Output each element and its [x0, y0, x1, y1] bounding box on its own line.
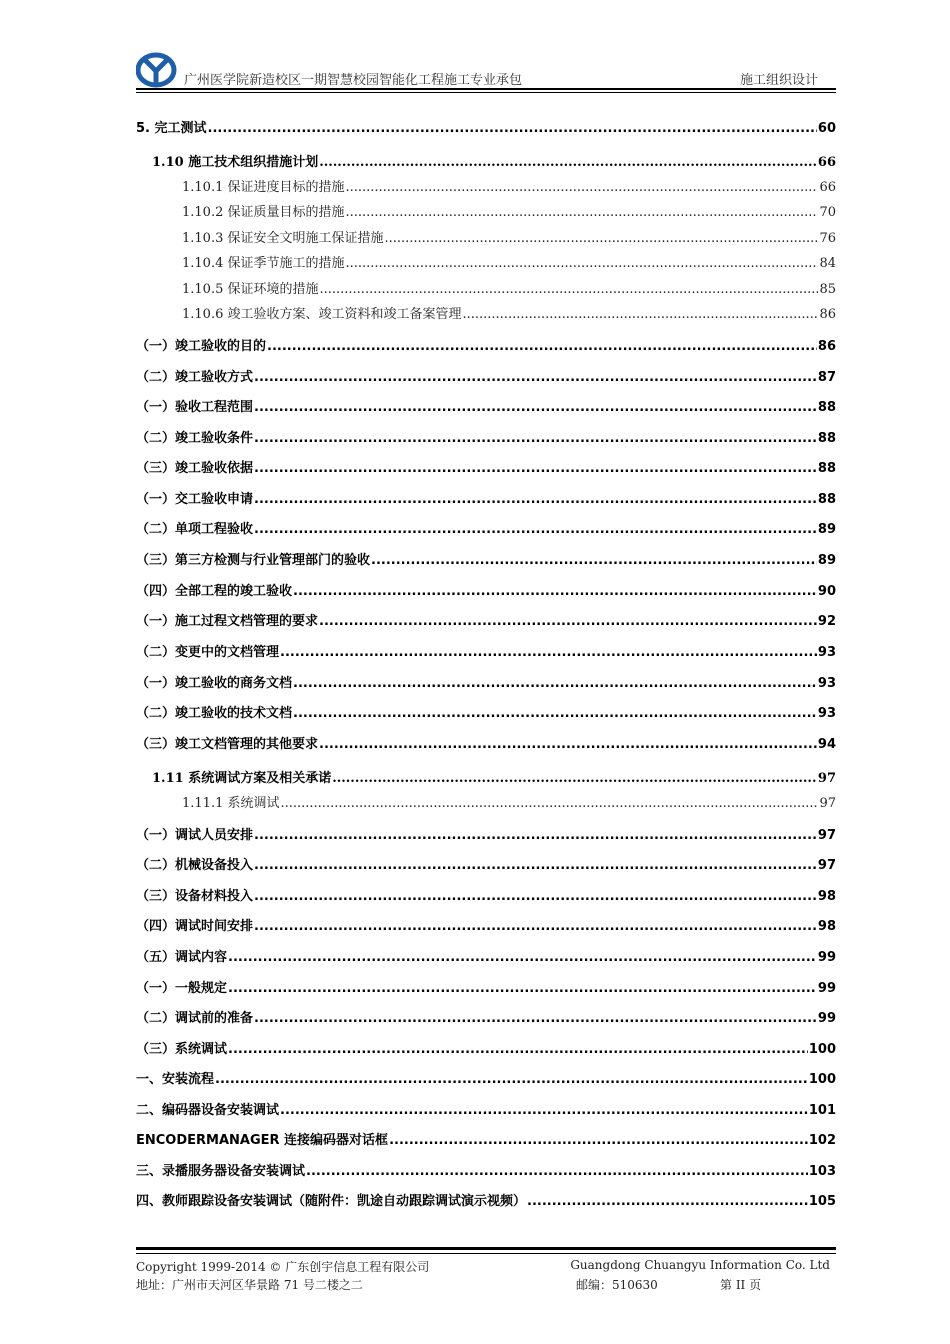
- toc-entry-title: 三、录播服务器设备安装调试: [136, 1164, 306, 1179]
- toc-entry[interactable]: [136, 702, 836, 721]
- toc-entry-page: 99: [817, 981, 836, 996]
- toc-dot-leader: [389, 1133, 808, 1148]
- toc-dot-leader: [267, 339, 817, 354]
- toc-entry-page: 90: [817, 584, 836, 599]
- toc-entry-title: 一、安装流程: [136, 1072, 215, 1087]
- toc-entry-page: 87: [817, 370, 836, 385]
- toc-entry-title: （一）施工过程文档管理的要求: [136, 614, 319, 629]
- toc-dot-leader: [319, 282, 818, 297]
- toc-entry-title: 1.10.6 竣工验收方案、竣工资料和竣工备案管理: [182, 307, 462, 322]
- toc-entry-title: （三）竣工文档管理的其他要求: [136, 737, 319, 752]
- toc-dot-leader: [280, 796, 818, 811]
- toc-entry-title: （一）竣工验收的目的: [136, 339, 267, 354]
- toc-entry[interactable]: [136, 1038, 836, 1057]
- toc-entry-title: 1.11.1 系统调试: [182, 796, 280, 811]
- toc-entry-title: （一）竣工验收的商务文档: [136, 676, 293, 691]
- toc-entry-page: 97: [819, 796, 836, 811]
- toc-dot-leader: [254, 889, 817, 904]
- toc-entry[interactable]: [136, 366, 836, 385]
- toc-entry[interactable]: [136, 201, 836, 220]
- toc-entry-title: 四、教师跟踪设备安装调试（随附件：凯途自动跟踪调试演示视频）: [136, 1194, 527, 1209]
- toc-entry-title: 1.11 系统调试方案及相关承诺: [152, 771, 332, 786]
- toc-dot-leader: [254, 828, 817, 843]
- toc-entry[interactable]: [136, 1099, 836, 1118]
- toc-entry-title: （二）竣工验收的技术文档: [136, 706, 293, 721]
- company-logo-icon: [136, 52, 180, 88]
- toc-entry-page: 92: [817, 614, 836, 629]
- toc-dot-leader: [254, 461, 817, 476]
- toc-entry-page: 88: [817, 400, 836, 415]
- toc-entry-title: （三）第三方检测与行业管理部门的验收: [136, 553, 371, 568]
- toc-entry-page: 103: [808, 1164, 836, 1179]
- toc-entry[interactable]: [136, 457, 836, 476]
- toc-dot-leader: [228, 950, 817, 965]
- toc-entry-title: 二、编码器设备安装调试: [136, 1103, 280, 1118]
- toc-entry-page: 84: [819, 256, 836, 271]
- toc-dot-leader: [228, 981, 817, 996]
- toc-entry-title: （五）调试内容: [136, 950, 228, 965]
- toc-entry-page: 93: [817, 645, 836, 660]
- footer-company-en: Guangdong Chuangyu Information Co. Ltd: [570, 1258, 830, 1272]
- toc-entry-page: 70: [819, 205, 836, 220]
- toc-entry-page: 88: [817, 461, 836, 476]
- toc-entry-page: 97: [817, 858, 836, 873]
- toc-entry-title: 1.10.4 保证季节施工的措施: [182, 256, 345, 271]
- toc-entry[interactable]: [136, 488, 836, 507]
- toc-dot-leader: [371, 553, 817, 568]
- toc-entry[interactable]: [136, 227, 836, 246]
- toc-entry-page: 89: [817, 522, 836, 537]
- toc-entry-title: 1.10.1 保证进度目标的措施: [182, 180, 345, 195]
- toc-entry-title: 5. 完工测试: [136, 121, 207, 136]
- toc-dot-leader: [254, 370, 817, 385]
- toc-entry-title: （三）竣工验收依据: [136, 461, 254, 476]
- toc-dot-leader: [462, 307, 818, 322]
- toc-entry-title: （三）设备材料投入: [136, 889, 254, 904]
- toc-entry[interactable]: [136, 427, 836, 446]
- toc-entry-page: 101: [808, 1103, 836, 1118]
- toc-entry-page: 93: [817, 706, 836, 721]
- toc-dot-leader: [345, 256, 818, 271]
- toc-entry-title: （二）机械设备投入: [136, 858, 254, 873]
- toc-entry-page: 105: [808, 1194, 836, 1209]
- toc-entry[interactable]: [136, 252, 836, 271]
- toc-entry-title: 1.10 施工技术组织措施计划: [152, 155, 319, 170]
- toc-entry[interactable]: [136, 1129, 836, 1148]
- toc-entry-page: 97: [817, 771, 836, 786]
- toc-entry-title: （二）变更中的文档管理: [136, 645, 280, 660]
- toc-entry-page: 94: [817, 737, 836, 752]
- header-rule-thin: [136, 92, 836, 93]
- toc-dot-leader: [254, 919, 817, 934]
- toc-entry-page: 86: [817, 339, 836, 354]
- toc-entry-title: （一）交工验收申请: [136, 492, 254, 507]
- toc-dot-leader: [254, 400, 817, 415]
- toc-entry-title: （三）系统调试: [136, 1042, 228, 1057]
- toc-entry[interactable]: [136, 1160, 836, 1179]
- toc-entry-page: 76: [819, 231, 836, 246]
- toc-entry[interactable]: [136, 1068, 836, 1087]
- toc-dot-leader: [384, 231, 818, 246]
- toc-dot-leader: [280, 645, 817, 660]
- toc-entry[interactable]: [136, 915, 836, 934]
- toc-entry[interactable]: [136, 278, 836, 297]
- toc-entry[interactable]: [136, 946, 836, 965]
- header-rule: [136, 88, 836, 90]
- toc-entry-title: （二）调试前的准备: [136, 1011, 254, 1026]
- toc-dot-leader: [306, 1164, 808, 1179]
- toc-dot-leader: [527, 1194, 808, 1209]
- toc-entry-title: 1.10.2 保证质量目标的措施: [182, 205, 345, 220]
- toc-dot-leader: [228, 1042, 808, 1057]
- toc-entry-page: 99: [817, 950, 836, 965]
- toc-entry[interactable]: [136, 117, 836, 136]
- toc-entry[interactable]: [136, 610, 836, 629]
- toc-dot-leader: [254, 522, 817, 537]
- toc-dot-leader: [254, 1011, 817, 1026]
- toc-entry-title: （一）验收工程范围: [136, 400, 254, 415]
- footer-rule-thin: [136, 1253, 836, 1254]
- toc-entry-page: 89: [817, 553, 836, 568]
- toc-dot-leader: [208, 121, 817, 136]
- toc-entry-page: 66: [817, 155, 836, 170]
- toc-entry[interactable]: [136, 549, 836, 568]
- toc-entry-page: 60: [817, 121, 836, 136]
- toc-entry-page: 88: [817, 431, 836, 446]
- toc-entry[interactable]: [136, 580, 836, 599]
- toc-entry-page: 100: [808, 1072, 836, 1087]
- toc-dot-leader: [345, 180, 818, 195]
- toc-entry[interactable]: [136, 396, 836, 415]
- toc-entry-title: （二）竣工验收条件: [136, 431, 254, 446]
- toc-entry-title: （一）一般规定: [136, 981, 228, 996]
- toc-entry[interactable]: [136, 885, 836, 904]
- toc-entry-page: 100: [808, 1042, 836, 1057]
- toc-entry-page: 102: [808, 1133, 836, 1148]
- toc-entry[interactable]: [136, 1007, 836, 1026]
- toc-entry-title: （二）竣工验收方式: [136, 370, 254, 385]
- footer-address: 地址：广州市天河区华景路 71 号二楼之二: [136, 1278, 363, 1292]
- toc-entry[interactable]: [136, 151, 836, 170]
- toc-entry-page: 86: [819, 307, 836, 322]
- toc-entry-title: （一）调试人员安排: [136, 828, 254, 843]
- toc-entry[interactable]: [136, 824, 836, 843]
- toc-entry[interactable]: [136, 303, 836, 322]
- toc-dot-leader: [254, 431, 817, 446]
- toc-entry-page: 99: [817, 1011, 836, 1026]
- toc-entry[interactable]: [136, 733, 836, 752]
- toc-entry-title: 1.10.5 保证环境的措施: [182, 282, 319, 297]
- toc-dot-leader: [319, 737, 817, 752]
- toc-entry[interactable]: [136, 792, 836, 811]
- toc-dot-leader: [293, 676, 817, 691]
- toc-entry[interactable]: [136, 641, 836, 660]
- footer-copyright: Copyright 1999-2014 © 广东创宇信息工程有限公司: [136, 1260, 430, 1274]
- toc-dot-leader: [254, 858, 817, 873]
- footer-rule: [136, 1247, 836, 1250]
- toc-entry-page: 98: [817, 919, 836, 934]
- toc-entry-title: ENCODERMANAGER 连接编码器对话框: [136, 1133, 389, 1148]
- toc-dot-leader: [280, 1103, 808, 1118]
- header-title: 广州医学院新造校区一期智慧校园智能化工程施工专业承包: [184, 73, 523, 88]
- toc-entry-title: （二）单项工程验收: [136, 522, 254, 537]
- toc-entry-title: （四）全部工程的竣工验收: [136, 584, 293, 599]
- toc-entry-page: 88: [817, 492, 836, 507]
- toc-entry[interactable]: [136, 1190, 836, 1209]
- footer-postal-code: 邮编：510630: [576, 1278, 658, 1292]
- toc-entry-page: 66: [819, 180, 836, 195]
- header-doc-type: 施工组织设计: [739, 73, 818, 88]
- toc-entry[interactable]: [136, 767, 836, 786]
- toc-dot-leader: [319, 155, 817, 170]
- toc-entry[interactable]: [136, 672, 836, 691]
- footer-page-number: 第 II 页: [720, 1278, 762, 1292]
- toc-dot-leader: [319, 614, 817, 629]
- toc-entry-page: 98: [817, 889, 836, 904]
- toc-dot-leader: [293, 584, 817, 599]
- toc-entry-page: 93: [817, 676, 836, 691]
- toc-entry-page: 97: [817, 828, 836, 843]
- page-footer: [136, 1258, 836, 1294]
- toc-dot-leader: [254, 492, 817, 507]
- toc-dot-leader: [332, 771, 817, 786]
- toc-entry-page: 85: [819, 282, 836, 297]
- toc-dot-leader: [345, 205, 818, 220]
- toc-entry-title: （四）调试时间安排: [136, 919, 254, 934]
- toc-entry[interactable]: [136, 335, 836, 354]
- toc-entry[interactable]: [136, 518, 836, 537]
- toc-entry[interactable]: [136, 176, 836, 195]
- toc-dot-leader: [215, 1072, 808, 1087]
- page-header: [136, 52, 836, 92]
- toc-entry[interactable]: [136, 977, 836, 996]
- toc-entry[interactable]: [136, 854, 836, 873]
- toc-entry-title: 1.10.3 保证安全文明施工保证措施: [182, 231, 384, 246]
- toc-dot-leader: [293, 706, 817, 721]
